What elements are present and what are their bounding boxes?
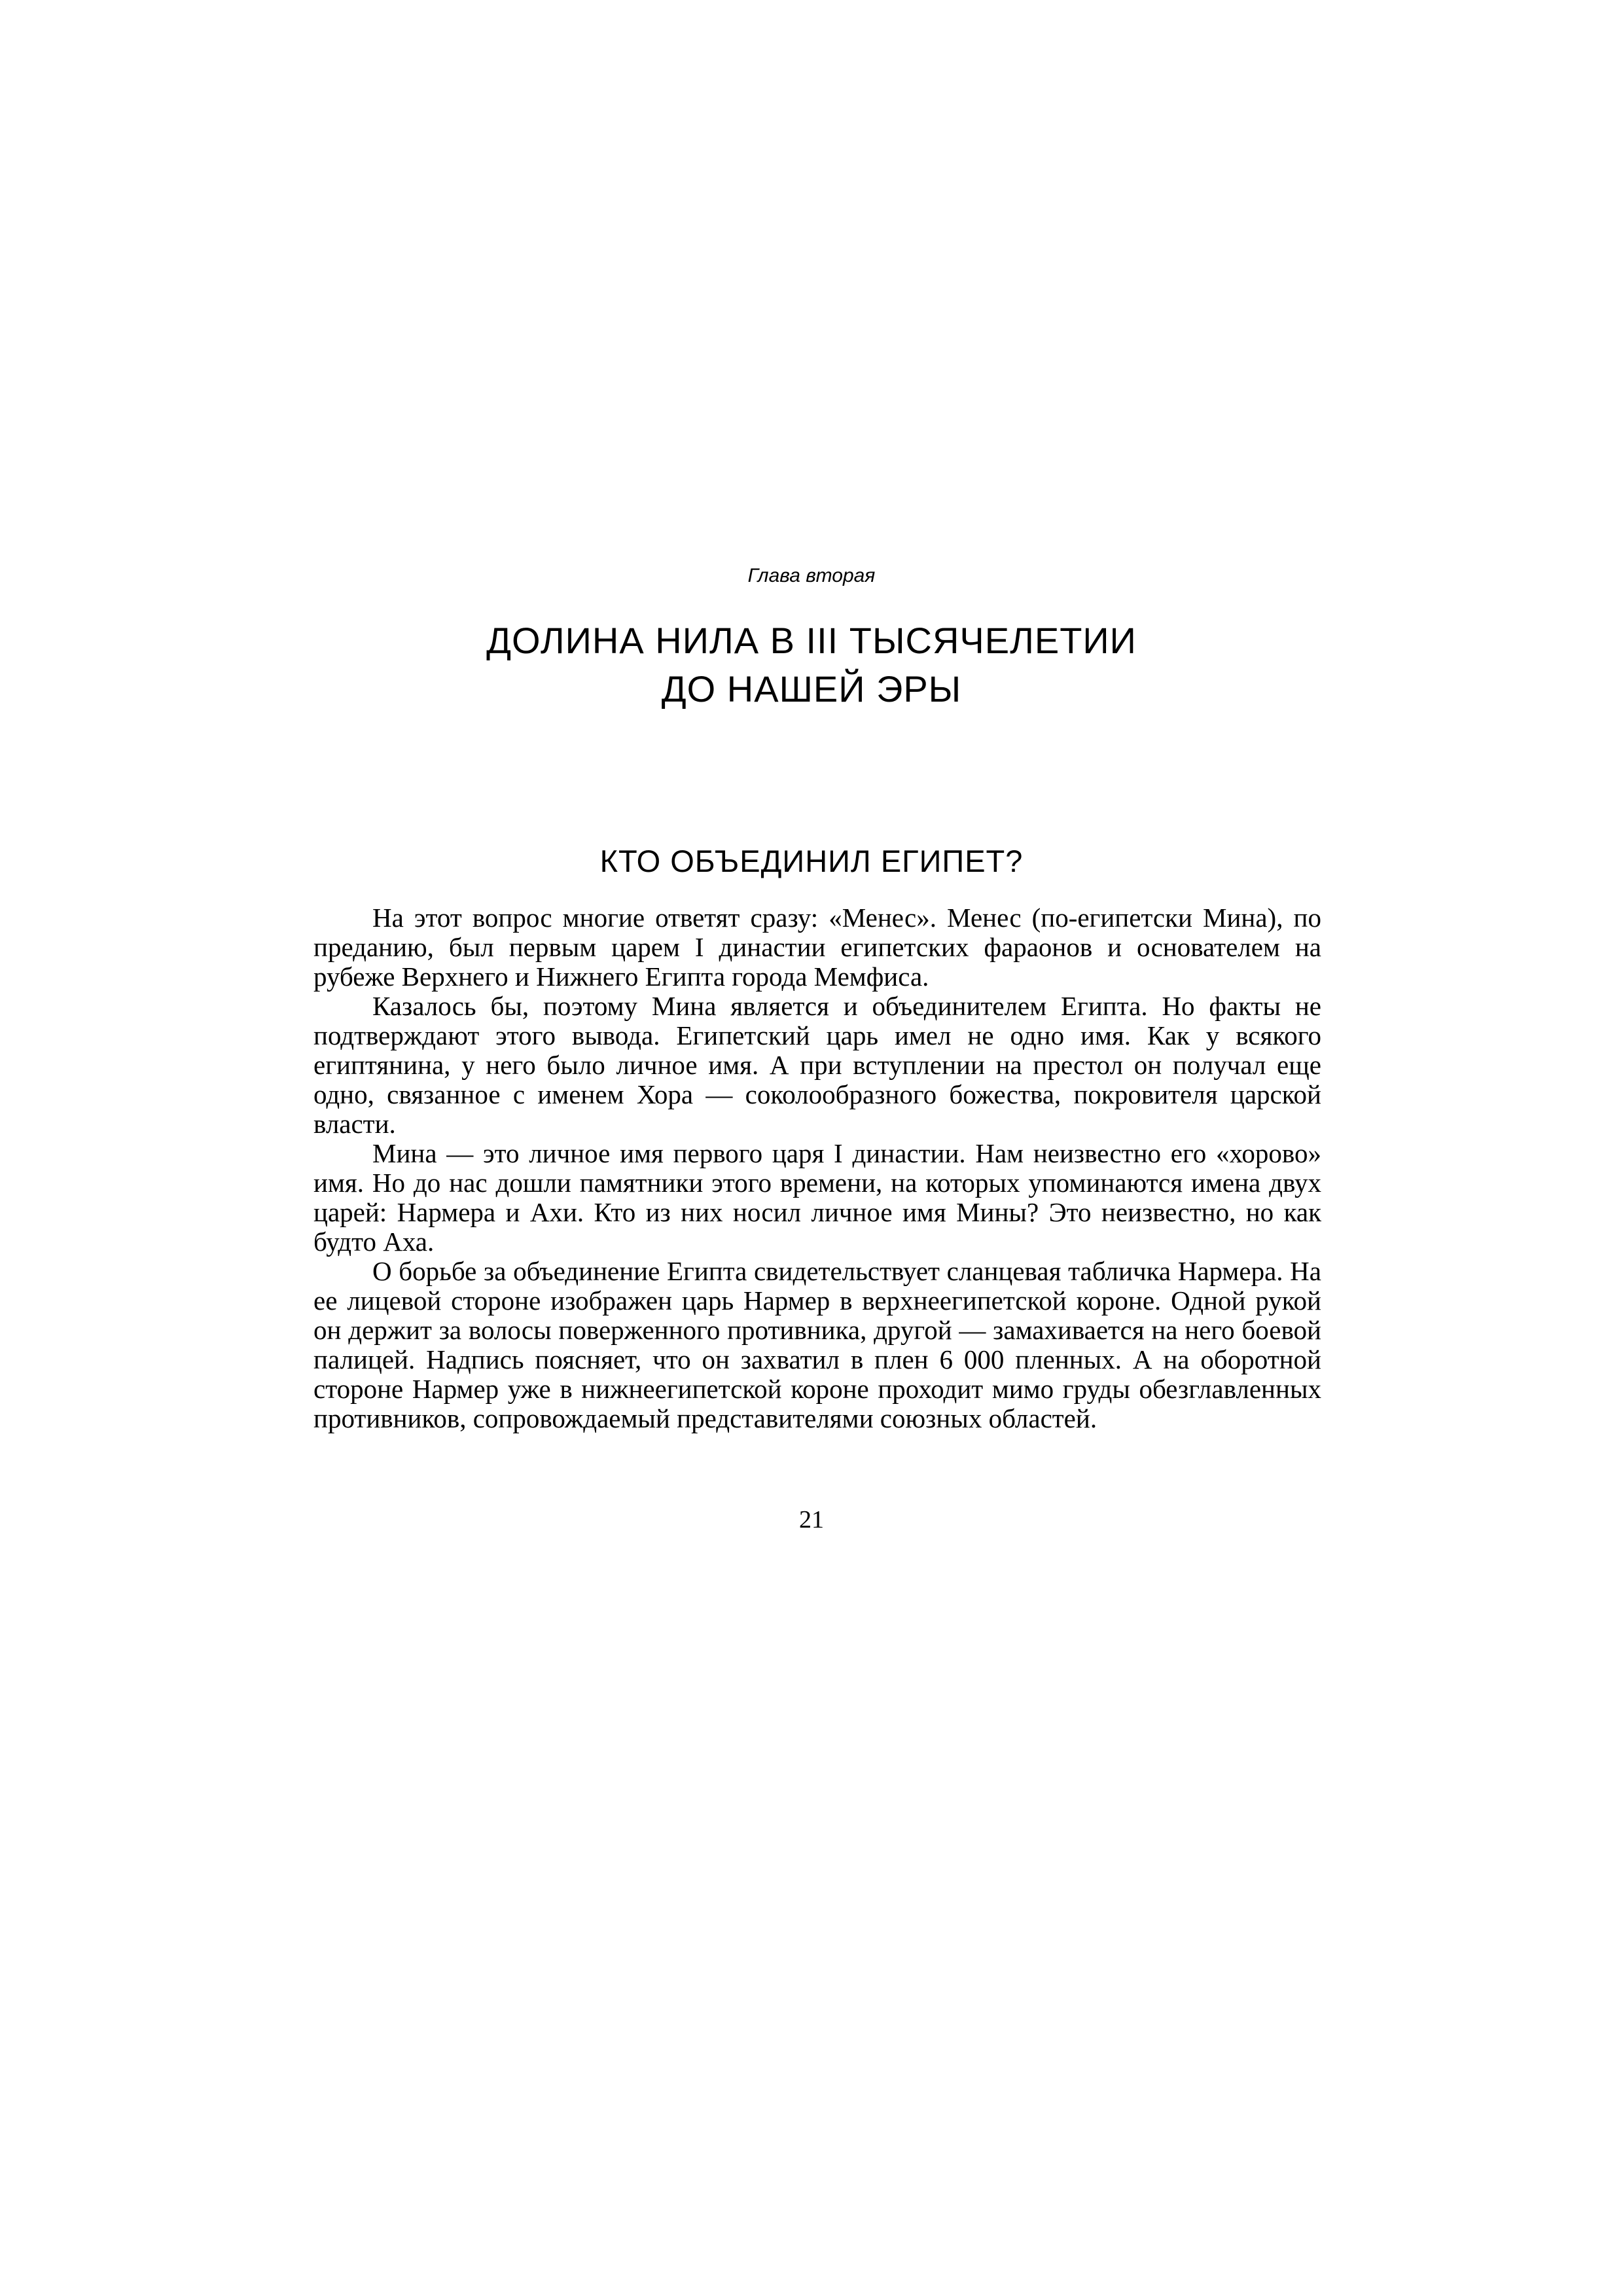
chapter-title-line-1: ДОЛИНА НИЛА В III ТЫСЯЧЕЛЕТИИ [486,620,1137,661]
chapter-title [0,617,1623,713]
paragraph: Казалось бы, поэтому Мина является и объединителем Египта. Но факты не подтверждают этого вывода. Египетский царь имел не одно имя. Как у всякого египтянина, у него было личное имя. А при вступлении на престол он получал еще одно, связанное с именем Хора — соколообразного божества, покровителя царской власти. [313,991,1321,1139]
paragraph: На этот вопрос многие ответят сразу: «Менес». Менес (по-египетски Мина), по преданию, был первым царем I династии египетских фараонов и основателем на рубеже Верхнего и Нижнего Египта города Мемфиса. [313,903,1321,992]
paragraph: Мина — это личное имя первого царя I династии. Нам неизвестно его «хорово» имя. Но до нас дошли памятники этого времени, на которых упоминаются имена двух царей: Нармера и Ахи. Кто из них носил личное имя Мины? Это неизвестно, но как будто Аха. [313,1138,1321,1257]
section-heading: КТО ОБЪЕДИНИЛ ЕГИПЕТ? [599,844,1024,878]
chapter-title-line-2: ДО НАШЕЙ ЭРЫ [661,668,962,709]
body-text [313,903,1321,1433]
page-number: 21 [799,1506,824,1534]
paragraph: О борьбе за объединение Египта свидетельствует сланцевая табличка Нармера. На ее лицевой стороне изображен царь Нармер в верхнеегипетской короне. Одной рукой он держит за волосы поверженного противника, другой — замахивается на него боевой палицей. Надпись поясняет, что он захватил в плен 6 000 пленных. А на оборотной стороне Нармер уже в нижнеегипетской короне проходит мимо груды обезглавленных противников, сопровождаемый представителями союзных областей. [313,1256,1321,1433]
chapter-label: Глава вторая [747,565,876,586]
